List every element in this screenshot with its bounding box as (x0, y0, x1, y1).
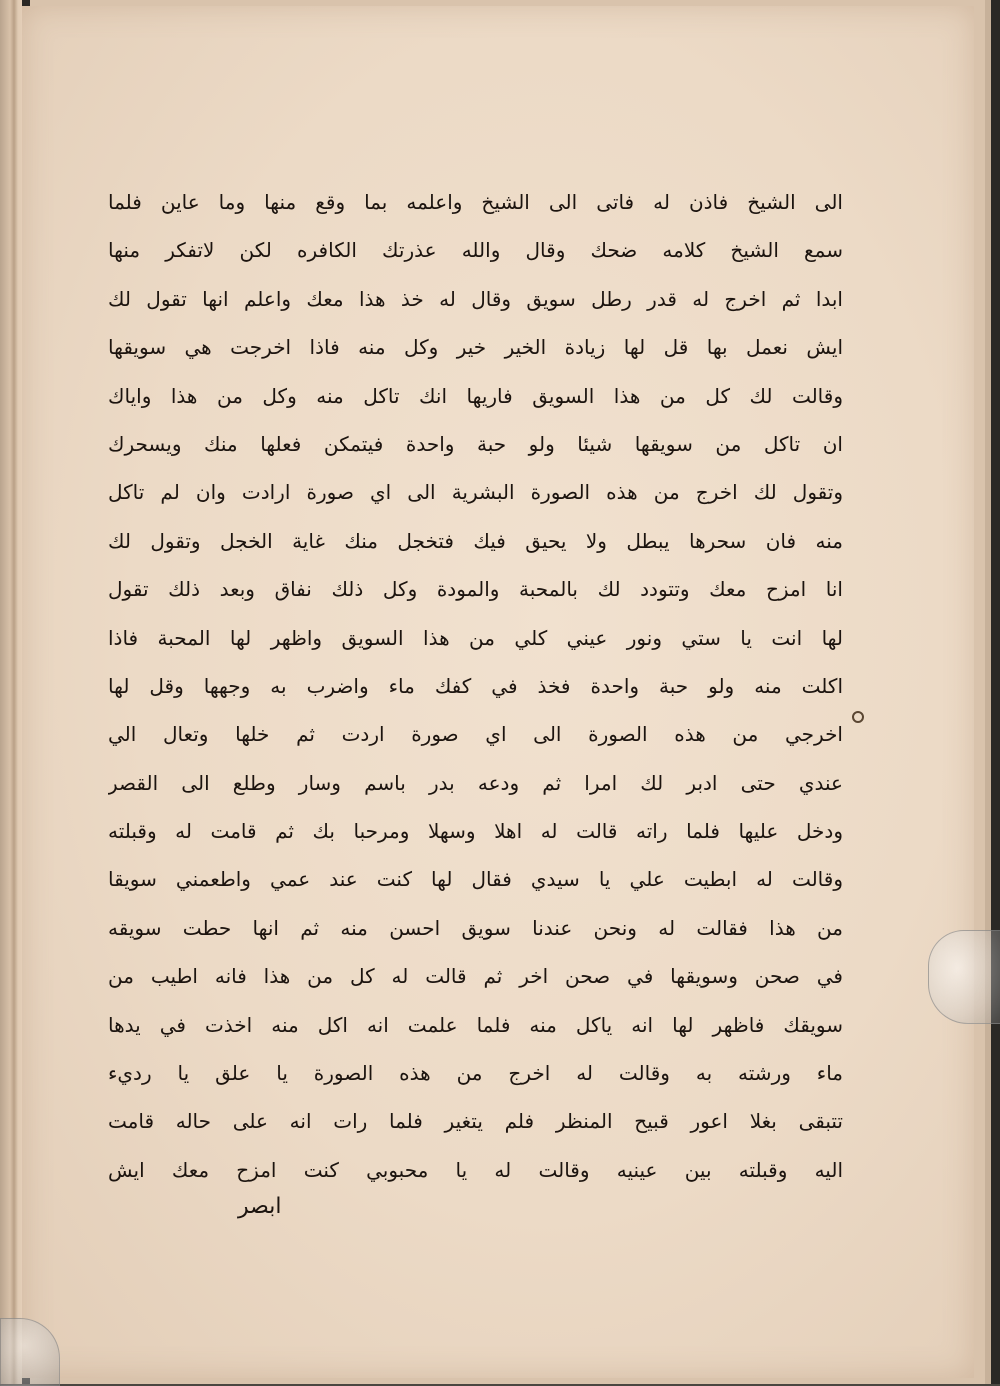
catchword: ابصر (238, 1194, 282, 1219)
manuscript-line: ايش نعمل بها قل لها زيادة الخير خير وكل منه فاذا اخرجت هي سويقها (108, 335, 843, 360)
manuscript-line: الى الشيخ فاذن له فاتى الى الشيخ واعلمه بما وقع منها وما عاين فلما (108, 190, 843, 214)
manuscript-line: عندي حتى ادبر لك امرا ثم ودعه بدر باسم وسار وطلع الى القصر (108, 770, 843, 795)
manuscript-line: منه فان سحرها يبطل ولا يحيق فيك فتخجل منك غاية الخجل وتقول لك (108, 528, 843, 553)
page-clip (928, 930, 1000, 1024)
manuscript-line: وقالت له ابطيت علي يا سيدي فقال لها كنت عند عمي واطعمني سويقا (108, 867, 843, 892)
binding-gutter (10, 0, 18, 1384)
manuscript-line: اخرجي من هذه الصورة الى اي صورة اردت ثم خلها وتعال الي (108, 722, 843, 747)
manuscript-line: وقالت لك كل من هذا السويق فاريها انك تاكل منه وكل من هذا واياك (108, 383, 843, 408)
manuscript-line: ابدا ثم اخرج له قدر رطل سويق وقال له خذ هذا معك واعلم انها تقول لك (108, 286, 843, 311)
manuscript-line: اكلت منه ولو حبة واحدة فخذ في كفك ماء واضرب به وجهها وقل لها (108, 673, 843, 698)
manuscript-line: اليه وقبلته بين عينيه وقالت له يا محبوبي كنت امزح معك ايش (108, 1157, 843, 1182)
manuscript-line: ماء ورشته به وقالت له اخرج من هذه الصورة يا علق يا رديء (108, 1061, 843, 1086)
manuscript-line: تتبقى بغلا اعور قبيح المنظر فلم يتغير فلما رات انه على حاله قامت (108, 1109, 843, 1134)
manuscript-line: سمع الشيخ كلامه ضحك وقال والله عذرتك الكافره لكن لاتفكر منها (108, 238, 843, 263)
manuscript-line: ودخل عليها فلما راته قالت له اهلا وسهلا ومرحبا بك ثم قامت له وقبلته (108, 819, 843, 844)
margin-ring-mark (852, 711, 864, 723)
manuscript-line: وتقول لك اخرج من هذه الصورة البشرية الى اي صورة ارادت وان لم تاكل (108, 480, 843, 505)
manuscript-text-block (108, 178, 843, 1194)
manuscript-line: لها انت يا ستي ونور عيني كلي من هذا السويق واظهر لها المحبة فاذا (108, 625, 843, 650)
manuscript-line: من هذا فقالت له ونحن عندنا سويق احسن منه ثم انها حطت سويقه (108, 915, 843, 940)
manuscript-line: سويقك فاظهر لها انه ياكل منه فلما علمت انه اكل منه اخذت في يدها (108, 1012, 843, 1037)
manuscript-line: انا امزح معك وتتودد لك بالمحبة والمودة وكل ذلك نفاق وبعد ذلك تقول (108, 577, 843, 602)
manuscript-line: ان تاكل من سويقها شيئا ولو حبة واحدة فيتمكن فعلها منك ويسحرك (108, 431, 843, 456)
manuscript-line: في صحن وسويقها في صحن اخر ثم قالت له كل من هذا فانه اطيب من (108, 964, 843, 989)
